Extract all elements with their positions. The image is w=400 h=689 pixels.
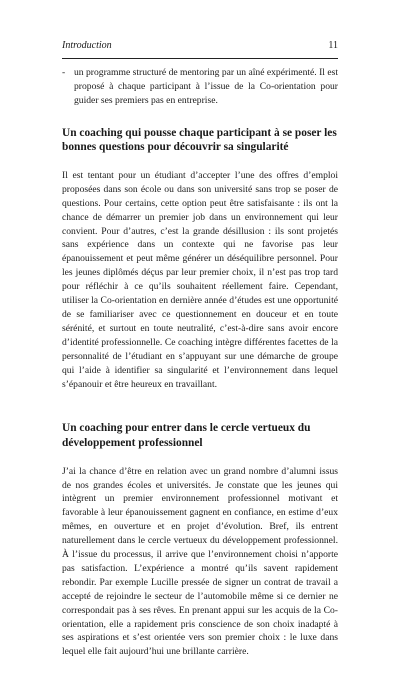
bullet-item <box>62 66 338 108</box>
section-heading: Un coaching qui pousse chaque participant à se poser les bonnes questions pour découvrir sa singularité <box>62 126 337 154</box>
page-body <box>62 66 338 689</box>
page-number: 11 <box>328 40 338 51</box>
bullet-marker: - <box>62 67 66 78</box>
running-header <box>62 40 338 58</box>
bullet-text: un programme structuré de mentoring par un aîné expérimenté. Il est proposé à chaque participant à l’issue de la Co-orientation pour guider ses premiers pas en entreprise. <box>74 67 339 106</box>
section-paragraph: Il est tentant pour un étudiant d’accepter l’une des offres d’emploi proposées dans son école ou dans son université sans trop se poser de questions. Pour certains, cette option peut être satisfaisante : ils ont la chance de démarrer un premier job dans un environnement qui leur convient. Pour d’autres, c’est la grande désillusion : ils sont projetés sans expérience dans un contexte qui ne favorise pas leur épanouissement et peut même générer un déséquilibre personnel. Pour les jeunes diplômés déçus par leur premier choix, il n’est pas trop tard pour réfléchir à ce qu’ils souhaitent réellement faire. Cependant, utiliser la Co-orientation en dernière année d’études est une opportunité de se familiariser avec ce questionnement en douceur et en toute sérénité, et surtout en toute neutralité, c’est-à-dire sans avoir encore d’identité professionnelle. Ce coaching intègre différentes facettes de la personnalité de l’étudiant en s’appuyant sur une démarche de groupe qui l’aide à identifier sa singularité et l’environnement dans lequel s’épanouir et être heureux en travaillant. <box>62 169 338 390</box>
chapter-title: Introduction <box>62 40 112 51</box>
header-rule <box>62 58 338 59</box>
section-heading: Un coaching pour entrer dans le cercle vertueux du développement professionnel <box>62 422 311 449</box>
section-paragraph: J’ai la chance d’être en relation avec un grand nombre d’alumni issus de nos grandes écoles et universités. Je constate que les jeunes qui intègrent un premier environnement professionnel motivant et favorable à leur épanouissement gagnent en confiance, en estime d’eux mêmes, en ouverture et en projet d’évolution. Bref, ils entrent naturellement dans le cercle vertueux du développement professionnel. À l’issue du processus, il arrive que l’environnement choisi n’apporte pas satisfaction. L’expérience a montré qu’ils savent rapidement rebondir. Par exemple Lucille pressée de signer un contrat de travail a accepté de rejoindre le secteur de l’automobile même si ce dernier ne correspondait pas à ses rêves. En prenant appui sur les acquis de la Co-orientation, elle a rapidement pris conscience de son choix inadapté à ses aspirations et s’est orientée vers son premier choix : le luxe dans lequel elle fait aujourd’hui une brillante carrière. <box>62 465 338 658</box>
